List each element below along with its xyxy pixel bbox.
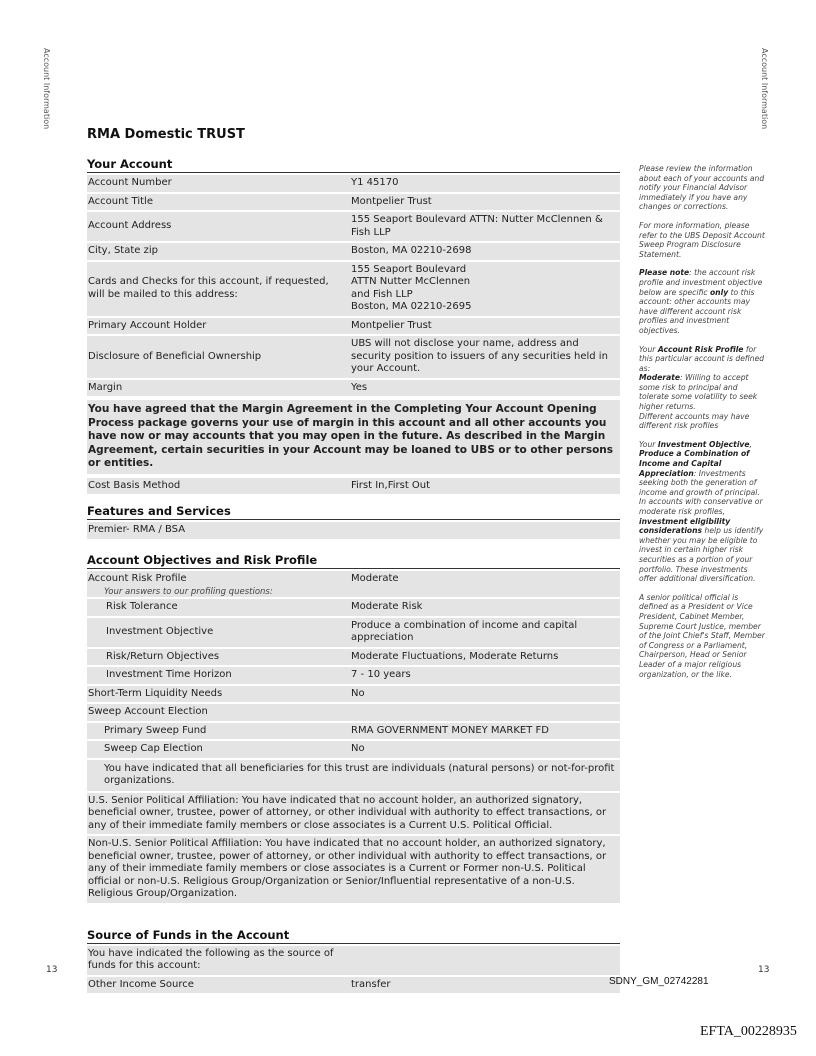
row-label: Margin (88, 381, 123, 393)
account-address-row (87, 212, 620, 241)
row-label: Risk Tolerance (106, 601, 178, 612)
risk-return-row (87, 649, 620, 666)
sidebar-sweep-note: For more information, please refer to the UBS Deposit Account Sweep Program Disclosure Statement. (639, 220, 765, 259)
row-value: No (351, 743, 365, 754)
row-value: 7 - 10 years (351, 669, 411, 680)
row-value: RMA GOVERNMENT MONEY MARKET FD (351, 724, 549, 736)
investment-objective-row (87, 618, 620, 647)
page-number-left: 13 (46, 965, 58, 975)
sidebar-notes (639, 164, 767, 688)
row-value: Montpelier Trust (351, 319, 432, 331)
row-value: No (351, 687, 365, 699)
main-content (87, 126, 620, 995)
sidebar-political-definition: A senior political official is defined as a President or Vice President, Cabinet Member, Supreme Court Justice, member of the Joint Chief's Staff, Member of Congress or a Parliament, Chairperson, Head or Senior Leader of a major religious organization, or the like. (639, 592, 765, 679)
risk-tolerance-row (87, 599, 620, 616)
risk-profile-row (87, 571, 620, 588)
row-label: Primary Sweep Fund (104, 724, 207, 736)
row-value: Yes (351, 381, 368, 393)
features-heading: Features and Services (87, 504, 620, 520)
row-value: 155 Seaport Boulevard ATTN Nutter McClennen and Fish LLP Boston, MA 02210-2695 (351, 263, 472, 312)
funds-intro-row (87, 946, 620, 975)
row-label: Other Income Source (88, 978, 194, 990)
row-label: City, State zip (88, 245, 158, 256)
funds-heading: Source of Funds in the Account (87, 928, 620, 944)
row-label: Account Address (88, 220, 172, 232)
row-label: Cost Basis Method (88, 479, 181, 491)
row-value: 155 Seaport Boulevard ATTN: Nutter McClennen & Fish LLP (351, 214, 603, 238)
cost-basis-row (87, 478, 620, 495)
row-value: Moderate Fluctuations, Moderate Returns (351, 650, 559, 662)
row-value: Produce a combination of income and capital appreciation (351, 619, 578, 643)
bates-number: SDNY_GM_02742281 (609, 976, 709, 987)
objectives-heading: Account Objectives and Risk Profile (87, 553, 620, 569)
sidebar-risk-note: Please note: the account risk profile and investment objective below are specific only to this account: other accounts may have different account risk profiles and investment objectives. (639, 268, 763, 335)
row-label: Risk/Return Objectives (106, 650, 220, 662)
page-title: RMA Domestic TRUST (87, 127, 245, 142)
account-title-row (87, 194, 620, 211)
row-value: Montpelier Trust (351, 195, 432, 207)
row-value: Boston, MA 02210-2698 (351, 245, 472, 256)
row-value: First In,First Out (351, 479, 431, 491)
row-label: Cards and Checks for this account, if requested, will be mailed to this address: (88, 276, 329, 300)
sidebar-risk-profile: Your Account Risk Profile for this particular account is defined as: Moderate: Willing to accept some risk to principal and tolerate some volatility to seek higher returns. Different accounts may have different risk profiles (639, 344, 765, 431)
row-value: Y1 45170 (351, 177, 399, 188)
city-state-zip-row (87, 243, 620, 260)
beneficial-ownership-row (87, 336, 620, 378)
row-label: Investment Time Horizon (106, 669, 232, 680)
your-account-heading: Your Account (87, 157, 620, 173)
margin-label-right: Account Information (760, 48, 769, 130)
feature-item: Premier- RMA / BSA (87, 522, 620, 539)
row-label: Account Number (88, 177, 172, 188)
sidebar-investment-objective: Your Investment Objective, Produce a Combination of Income and Capital Appreciation: Investments seeking both the generation of income and growth of principal. In accounts with conservative or moderate risk profiles, investment eligibility considerations help us identify whether you may be eligible to invest in certain higher risk securities as a portion of your portfolio. These investments offer additional diversification. (639, 439, 764, 584)
us-political-note: U.S. Senior Political Affiliation: You have indicated that no account holder, an authorized signatory, beneficial owner, trustee, power of attorney, or other individual with authority to effect transactions, or any of their immediate family members or close associates is a Current U.S. Political Official. (87, 793, 620, 835)
mailing-address-row (87, 262, 620, 316)
time-horizon-row (87, 667, 620, 684)
row-label: Investment Objective (106, 625, 214, 637)
account-number-row (87, 175, 620, 192)
row-value: Moderate (351, 572, 399, 584)
page-number-right: 13 (758, 965, 770, 975)
primary-holder-row (87, 318, 620, 335)
margin-row (87, 380, 620, 397)
row-label: Short-Term Liquidity Needs (88, 687, 223, 699)
sweep-election-label: Sweep Account Election (87, 704, 620, 721)
row-label: Primary Account Holder (88, 319, 207, 331)
non-us-political-note: Non-U.S. Senior Political Affiliation: You have indicated that no account holder, an authorized signatory, beneficial owner, trustee, power of attorney, or other individual with authority to effect transactions, or any of their immediate family members or close associates is a Current or Former non-U.S. Political official or non-U.S. Religious Group/Organization or Senior/Influential representative of a non-U.S. Religious Group/Organization. (87, 836, 620, 903)
beneficiaries-note: You have indicated that all beneficiaries for this trust are individuals (natural persons) or not-for-profit organizations. (87, 760, 620, 791)
row-label: Account Risk Profile (88, 572, 187, 584)
efta-number: EFTA_00228935 (700, 1024, 797, 1039)
row-value: transfer (351, 978, 391, 990)
row-value: Moderate Risk (351, 601, 423, 612)
income-source-row (87, 977, 620, 994)
profiling-hint: Your answers to our profiling questions: (87, 587, 620, 597)
funds-intro: You have indicated the following as the source of funds for this account: (88, 947, 334, 971)
row-label: Sweep Cap Election (104, 743, 203, 754)
sweep-cap-row (87, 741, 620, 758)
primary-sweep-row (87, 723, 620, 740)
note-label: Please note (639, 268, 690, 278)
liquidity-row (87, 686, 620, 703)
margin-agreement-notice: You have agreed that the Margin Agreement in the Completing Your Account Opening Process package governs your use of margin in this account and all other accounts you have now or may accounts that you may open in the future. As described in the Margin Agreement, certain securities in your Account may be loaned to UBS or to other persons or entities. (87, 400, 620, 474)
row-label: Disclosure of Beneficial Ownership (88, 350, 262, 362)
sidebar-review-note: Please review the information about each of your accounts and notify your Financial Advisor immediately if you have any changes or corrections. (639, 164, 765, 212)
margin-label-left: Account Information (42, 48, 51, 130)
row-value: UBS will not disclose your name, address and security position to issuers of any securities held in your Account. (351, 338, 608, 374)
row-label: Account Title (88, 195, 153, 207)
